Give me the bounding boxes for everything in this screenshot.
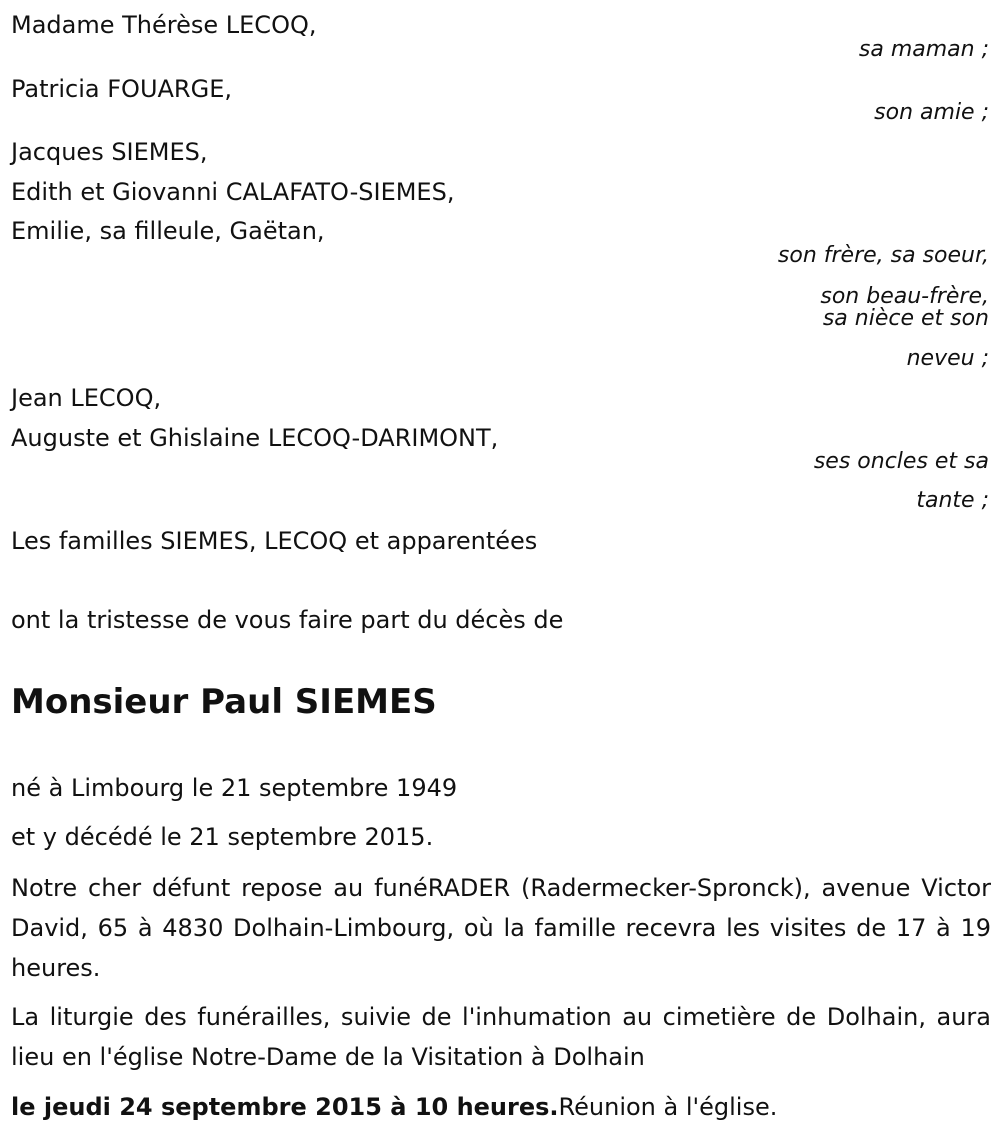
mother-name: Madame Thérèse LECOQ, [11,11,317,39]
announcement-intro: ont la tristesse de vous faire part du décès de [11,606,564,634]
friend-name: Patricia FOUARGE, [11,75,232,103]
uncles-relation-line-1: ses oncles et sa [813,449,989,474]
uncle-name-2: Auguste et Ghislaine LECOQ-DARIMONT, [11,424,499,452]
uncle-name-1: Jean LECOQ, [11,384,162,412]
sibling-name-1: Jacques SIEMES, [11,138,208,166]
repose-paragraph: Notre cher défunt repose au funéRADER (Radermecker-Spronck), avenue Victor David, 65 à 4830 Dolhain-Limbourg, où la famille recevra les visites de 17 à 19 heures. [11,874,991,982]
funeral-datetime-line [11,1092,777,1122]
mother-relation: sa maman ; [858,37,989,62]
siblings-relation-line-4: neveu ; [906,346,989,371]
liturgy-paragraph: La liturgie des funérailles, suivie de l'inhumation au cimetière de Dolhain, aura lieu en l'église Notre-Dame de la Visitation à Dolhain [11,1003,991,1071]
siblings-relation-line-3: sa nièce et son [822,306,989,331]
friend-relation: son amie ; [874,100,989,125]
death-line: et y décédé le 21 septembre 2015. [11,823,434,851]
siblings-relation-line-1: son frère, sa soeur, [777,243,989,268]
families-line: Les familles SIEMES, LECOQ et apparentées [11,527,538,555]
meeting-note: Réunion à l'église. [558,1093,778,1121]
sibling-name-2: Edith et Giovanni CALAFATO-SIEMES, [11,178,455,206]
uncles-relation-line-2: tante ; [916,488,989,513]
funeral-date-bold: le jeudi 24 septembre 2015 à 10 heures. [11,1093,559,1121]
siblings-relation-line-2: son beau-frère, [820,284,989,309]
birth-line: né à Limbourg le 21 septembre 1949 [11,774,458,802]
deceased-name: Monsieur Paul SIEMES [11,682,437,722]
sibling-name-3: Emilie, sa filleule, Gaëtan, [11,217,325,245]
